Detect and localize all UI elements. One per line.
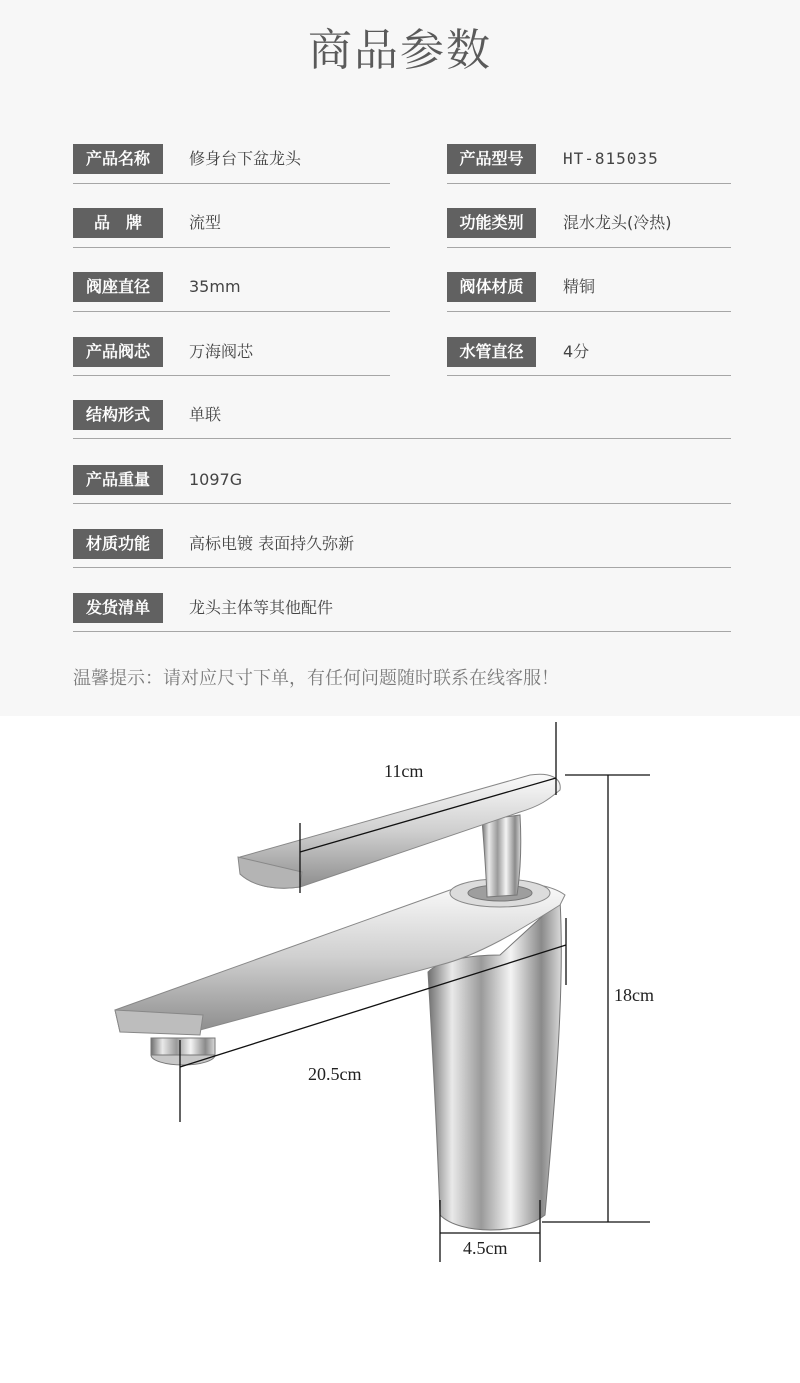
- value-brand: 流型: [189, 213, 222, 232]
- value-material-function: 高标电镀 表面持久弥新: [189, 534, 355, 553]
- value-body-material: 精铜: [563, 277, 596, 296]
- label-model: 产品型号: [447, 144, 536, 174]
- label-package-list: 发货清单: [73, 593, 163, 623]
- faucet-image: [115, 774, 565, 1230]
- row-divider: [447, 311, 731, 312]
- value-valve-seat: 35mm: [189, 277, 241, 296]
- faucet-dimension-diagram: [0, 716, 800, 1383]
- tip-text: 温馨提示：请对应尺寸下单，有任何问题随时联系在线客服！: [73, 668, 559, 689]
- label-brand: 品 牌: [73, 208, 163, 238]
- base-diameter-label: 4.5cm: [463, 1238, 508, 1258]
- value-valve-core: 万海阀芯: [189, 342, 254, 361]
- row-divider: [73, 247, 390, 248]
- label-structure: 结构形式: [73, 400, 163, 430]
- value-function: 混水龙头(冷热): [563, 213, 672, 232]
- label-material-function: 材质功能: [73, 529, 163, 559]
- label-valve-core: 产品阀芯: [73, 337, 163, 367]
- row-divider: [447, 247, 731, 248]
- row-divider: [73, 183, 390, 184]
- value-product-name: 修身台下盆龙头: [189, 149, 302, 168]
- row-divider: [73, 567, 731, 568]
- handle-length-label: 11cm: [384, 761, 424, 781]
- label-pipe-diameter: 水管直径: [447, 337, 536, 367]
- label-body-material: 阀体材质: [447, 272, 536, 302]
- value-pipe-diameter: 4分: [563, 342, 590, 361]
- row-divider: [73, 375, 390, 376]
- label-product-name: 产品名称: [73, 144, 163, 174]
- value-model: HT-815035: [563, 149, 659, 168]
- row-divider: [73, 631, 731, 632]
- page-title: 商品参数: [308, 25, 492, 76]
- value-weight: 1097G: [189, 470, 243, 489]
- value-structure: 单联: [189, 405, 222, 424]
- row-divider: [73, 503, 731, 504]
- row-divider: [73, 311, 390, 312]
- label-function: 功能类别: [447, 208, 536, 238]
- label-valve-seat: 阀座直径: [73, 272, 163, 302]
- height-label: 18cm: [614, 985, 654, 1005]
- row-divider: [73, 438, 731, 439]
- spout-length-label: 20.5cm: [308, 1064, 362, 1084]
- label-weight: 产品重量: [73, 465, 163, 495]
- row-divider: [447, 375, 731, 376]
- value-package-list: 龙头主体等其他配件: [189, 598, 334, 617]
- row-divider: [447, 183, 731, 184]
